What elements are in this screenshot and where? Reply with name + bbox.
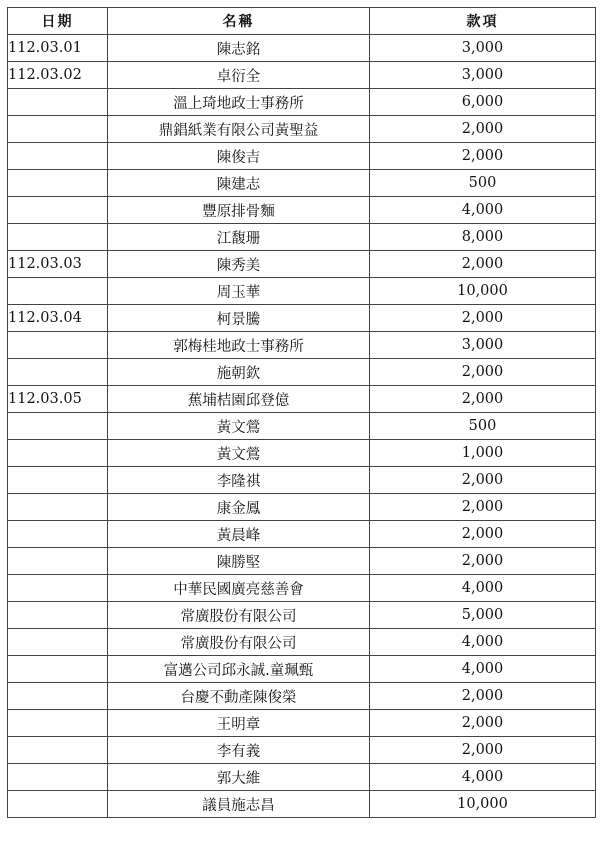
table-row <box>8 683 596 710</box>
date-cell: 112.03.01 <box>8 35 108 62</box>
name-cell: 柯景騰 <box>108 305 370 332</box>
amount-cell: 2,000 <box>370 359 596 386</box>
header-date: 日期 <box>8 8 108 35</box>
date-cell <box>8 575 108 602</box>
name-cell: 黃文鶯 <box>108 413 370 440</box>
amount-cell: 10,000 <box>370 791 596 818</box>
amount-cell: 8,000 <box>370 224 596 251</box>
amount-cell: 5,000 <box>370 602 596 629</box>
table-row <box>8 116 596 143</box>
name-cell: 常廣股份有限公司 <box>108 629 370 656</box>
date-cell: 112.03.02 <box>8 62 108 89</box>
date-cell <box>8 89 108 116</box>
date-cell <box>8 332 108 359</box>
date-cell <box>8 467 108 494</box>
date-cell <box>8 764 108 791</box>
name-cell: 台慶不動產陳俊榮 <box>108 683 370 710</box>
name-cell: 陳勝堅 <box>108 548 370 575</box>
table-row <box>8 575 596 602</box>
donation-ledger-sheet <box>7 7 596 818</box>
date-cell <box>8 683 108 710</box>
name-cell: 鼎錩紙業有限公司黃聖益 <box>108 116 370 143</box>
amount-cell: 6,000 <box>370 89 596 116</box>
name-cell: 陳建志 <box>108 170 370 197</box>
table-row <box>8 467 596 494</box>
table-row <box>8 764 596 791</box>
table-row <box>8 386 596 413</box>
table-row <box>8 548 596 575</box>
name-cell: 郭大維 <box>108 764 370 791</box>
amount-cell: 2,000 <box>370 548 596 575</box>
amount-cell: 10,000 <box>370 278 596 305</box>
table-header-row <box>8 8 596 35</box>
date-cell <box>8 440 108 467</box>
name-cell: 議員施志昌 <box>108 791 370 818</box>
name-cell: 李隆祺 <box>108 467 370 494</box>
donation-table <box>7 7 596 818</box>
date-cell <box>8 359 108 386</box>
date-cell <box>8 494 108 521</box>
date-cell <box>8 197 108 224</box>
amount-cell: 2,000 <box>370 251 596 278</box>
amount-cell: 2,000 <box>370 143 596 170</box>
amount-cell: 4,000 <box>370 629 596 656</box>
table-row <box>8 35 596 62</box>
table-row <box>8 413 596 440</box>
table-row <box>8 224 596 251</box>
amount-cell: 1,000 <box>370 440 596 467</box>
amount-cell: 2,000 <box>370 710 596 737</box>
table-row <box>8 494 596 521</box>
name-cell: 江馥珊 <box>108 224 370 251</box>
name-cell: 郭梅桂地政士事務所 <box>108 332 370 359</box>
date-cell <box>8 602 108 629</box>
table-row <box>8 278 596 305</box>
date-cell: 112.03.03 <box>8 251 108 278</box>
date-cell <box>8 116 108 143</box>
name-cell: 黃文鶯 <box>108 440 370 467</box>
table-row <box>8 440 596 467</box>
name-cell: 陳俊吉 <box>108 143 370 170</box>
amount-cell: 4,000 <box>370 197 596 224</box>
name-cell: 蕉埔桔園邱登億 <box>108 386 370 413</box>
amount-cell: 2,000 <box>370 683 596 710</box>
name-cell: 陳志銘 <box>108 35 370 62</box>
date-cell <box>8 143 108 170</box>
table-row <box>8 305 596 332</box>
name-cell: 卓衍全 <box>108 62 370 89</box>
date-cell <box>8 548 108 575</box>
amount-cell: 3,000 <box>370 62 596 89</box>
name-cell: 中華民國廣亮慈善會 <box>108 575 370 602</box>
name-cell: 施朝欽 <box>108 359 370 386</box>
table-row <box>8 89 596 116</box>
amount-cell: 4,000 <box>370 575 596 602</box>
table-row <box>8 170 596 197</box>
name-cell: 常廣股份有限公司 <box>108 602 370 629</box>
amount-cell: 4,000 <box>370 656 596 683</box>
name-cell: 周玉華 <box>108 278 370 305</box>
table-row <box>8 602 596 629</box>
amount-cell: 3,000 <box>370 35 596 62</box>
date-cell <box>8 170 108 197</box>
table-row <box>8 359 596 386</box>
amount-cell: 2,000 <box>370 494 596 521</box>
table-row <box>8 791 596 818</box>
amount-cell: 2,000 <box>370 386 596 413</box>
name-cell: 李有義 <box>108 737 370 764</box>
table-row <box>8 143 596 170</box>
amount-cell: 2,000 <box>370 521 596 548</box>
header-amount: 款項 <box>370 8 596 35</box>
table-row <box>8 251 596 278</box>
amount-cell: 2,000 <box>370 116 596 143</box>
date-cell <box>8 278 108 305</box>
amount-cell: 2,000 <box>370 305 596 332</box>
date-cell <box>8 413 108 440</box>
name-cell: 陳秀美 <box>108 251 370 278</box>
date-cell: 112.03.05 <box>8 386 108 413</box>
date-cell <box>8 521 108 548</box>
header-name: 名稱 <box>108 8 370 35</box>
date-cell <box>8 791 108 818</box>
name-cell: 康金鳳 <box>108 494 370 521</box>
amount-cell: 2,000 <box>370 737 596 764</box>
date-cell <box>8 224 108 251</box>
table-row <box>8 521 596 548</box>
amount-cell: 3,000 <box>370 332 596 359</box>
name-cell: 豐原排骨麵 <box>108 197 370 224</box>
table-row <box>8 197 596 224</box>
amount-cell: 4,000 <box>370 764 596 791</box>
name-cell: 溫上琦地政士事務所 <box>108 89 370 116</box>
amount-cell: 500 <box>370 170 596 197</box>
table-row <box>8 737 596 764</box>
date-cell <box>8 737 108 764</box>
table-body <box>8 35 596 818</box>
date-cell <box>8 710 108 737</box>
date-cell <box>8 656 108 683</box>
name-cell: 王明章 <box>108 710 370 737</box>
table-row <box>8 629 596 656</box>
table-row <box>8 656 596 683</box>
name-cell: 黃晨峰 <box>108 521 370 548</box>
table-row <box>8 332 596 359</box>
amount-cell: 500 <box>370 413 596 440</box>
table-row <box>8 62 596 89</box>
table-row <box>8 710 596 737</box>
date-cell: 112.03.04 <box>8 305 108 332</box>
name-cell: 富邁公司邱永誠.童珮甄 <box>108 656 370 683</box>
amount-cell: 2,000 <box>370 467 596 494</box>
date-cell <box>8 629 108 656</box>
